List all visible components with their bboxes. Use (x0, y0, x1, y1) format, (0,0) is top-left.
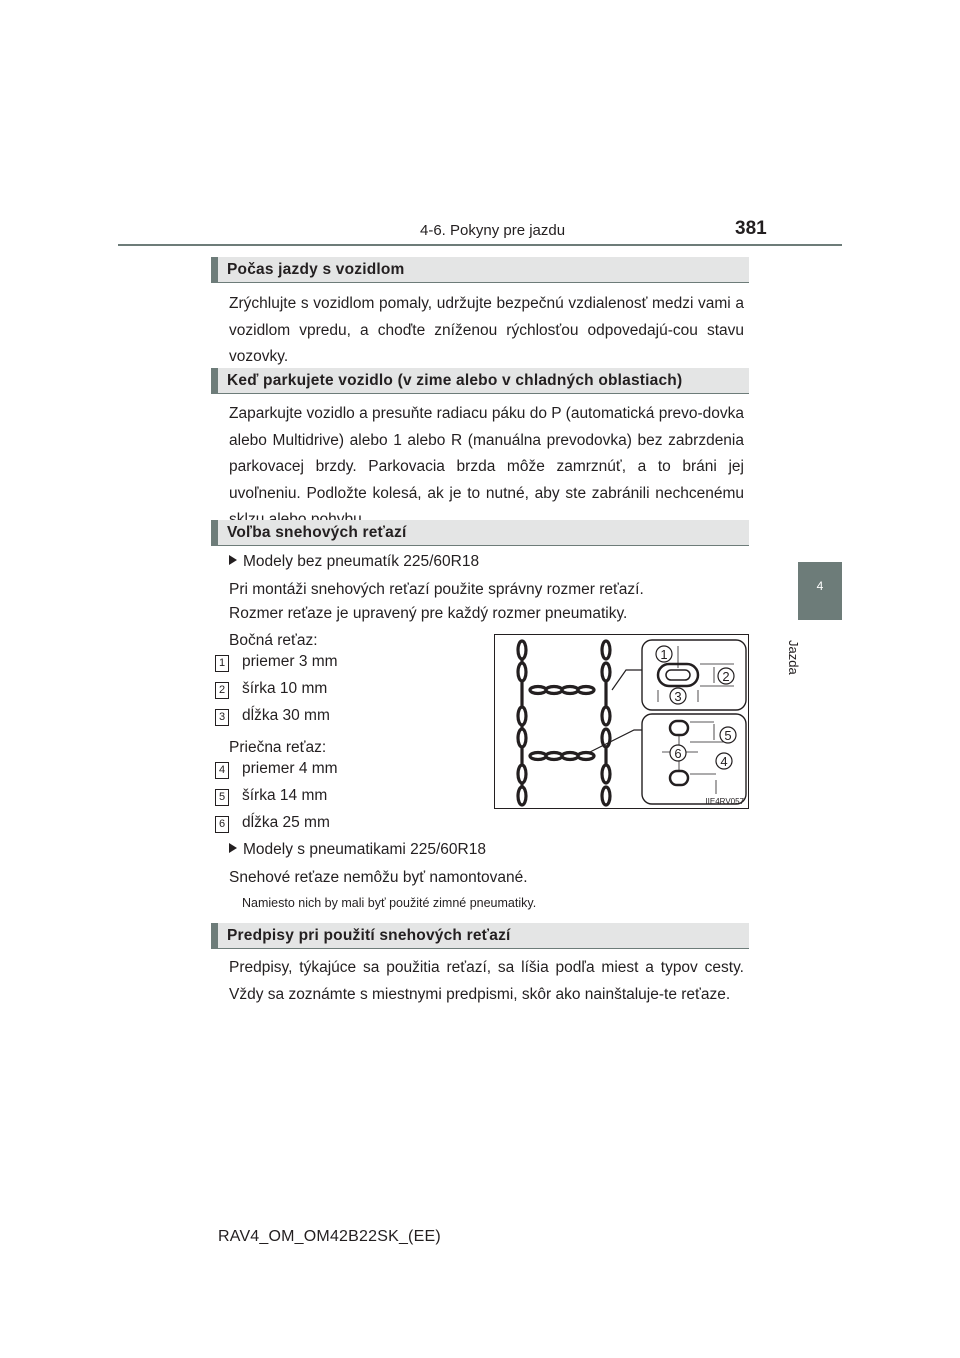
running-header-section: 4-6. Pokyny pre jazdu (420, 222, 566, 239)
winter-tire-note: Namiesto nich by mali byť použité zimné pneumatiky. (242, 896, 537, 910)
figure-callout-2: 2 (722, 669, 730, 684)
section-heading-driving: Počas jazdy s vozidlom (211, 257, 749, 283)
figure-callout-4: 4 (720, 754, 728, 769)
callout-number-5: 5 (215, 789, 229, 806)
cross-chain-item-5: šírka 14 mm (242, 787, 328, 804)
callout-number-1: 1 (215, 655, 229, 672)
paragraph-driving: Zrýchlujte s vozidlom pomaly, udržujte bezpečnú vzdialenosť medzi vami a vozidlom vpredu, a choďte zníženou rýchlosťou odpovedajú-cou stavu vozovky. (229, 295, 744, 365)
cross-chain-label: Priečna reťaz: (229, 739, 327, 756)
intro-line-2: Rozmer reťaze je upravený pre každý rozmer pneumatiky. (229, 605, 628, 622)
figure-callout-1: 1 (660, 647, 668, 662)
page-number: 381 (735, 218, 767, 239)
figure-callout-6: 6 (674, 746, 682, 761)
chapter-label: Jazda (786, 640, 801, 675)
side-chain-item-3: dĺžka 30 mm (242, 707, 330, 724)
side-chain-item-1: priemer 3 mm (242, 653, 338, 670)
triangle-bullet-icon (229, 843, 237, 853)
triangle-bullet-icon (229, 555, 237, 565)
intro-line-1: Pri montáži snehových reťazí použite správny rozmer reťazí. (229, 581, 644, 598)
callout-number-6: 6 (215, 816, 229, 833)
callout-number-4: 4 (215, 762, 229, 779)
paragraph-regulations: Predpisy, týkajúce sa použitia reťazí, sa líšia podľa miest a typov cesty. Vždy sa zoznámte s miestnymi predpismi, skôr ako nainštaluje-te reťaze. (229, 959, 744, 1003)
side-chain-label: Bočná reťaz: (229, 632, 318, 649)
figure-code: IIE4RV057 (705, 797, 744, 806)
model-b-line: Modely s pneumatikami 225/60R18 (229, 841, 486, 859)
model-a-line: Modely bez pneumatík 225/60R18 (229, 553, 479, 571)
section-heading-regulations: Predpisy pri použití snehových reťazí (211, 923, 749, 949)
paragraph-parking: Zaparkujte vozidlo a presuňte radiacu páku do P (automatická prevo-dovka alebo Multidrive) alebo 1 alebo R (manuálna prevodovka) bez zabrzdenia parkovacej brzdy. Parkovacia brzda môže zamrznúť, a to bráni jej uvoľneniu. Podložte kolesá, ak je to nutné, aby ste zabránili nechcenému (229, 405, 744, 502)
header-rule (118, 244, 842, 246)
cross-chain-item-6: dĺžka 25 mm (242, 814, 330, 831)
figure-callout-5: 5 (724, 728, 732, 743)
cross-chain-item-4: priemer 4 mm (242, 760, 338, 777)
section-heading-parking: Keď parkujete vozidlo (v zime alebo v chladných oblastiach) (211, 368, 749, 394)
footer-doc-code: RAV4_OM_OM42B22SK_(EE) (218, 1228, 441, 1245)
side-chain-item-2: šírka 10 mm (242, 680, 328, 697)
cannot-mount-line: Snehové reťaze nemôžu byť namontované. (229, 869, 528, 886)
snow-chain-figure (494, 634, 749, 809)
chapter-tab: 4 (798, 562, 842, 620)
callout-number-3: 3 (215, 709, 229, 726)
callout-number-2: 2 (215, 682, 229, 699)
figure-callout-3: 3 (674, 689, 682, 704)
section-heading-snow-chains: Voľba snehových reťazí (211, 520, 749, 546)
